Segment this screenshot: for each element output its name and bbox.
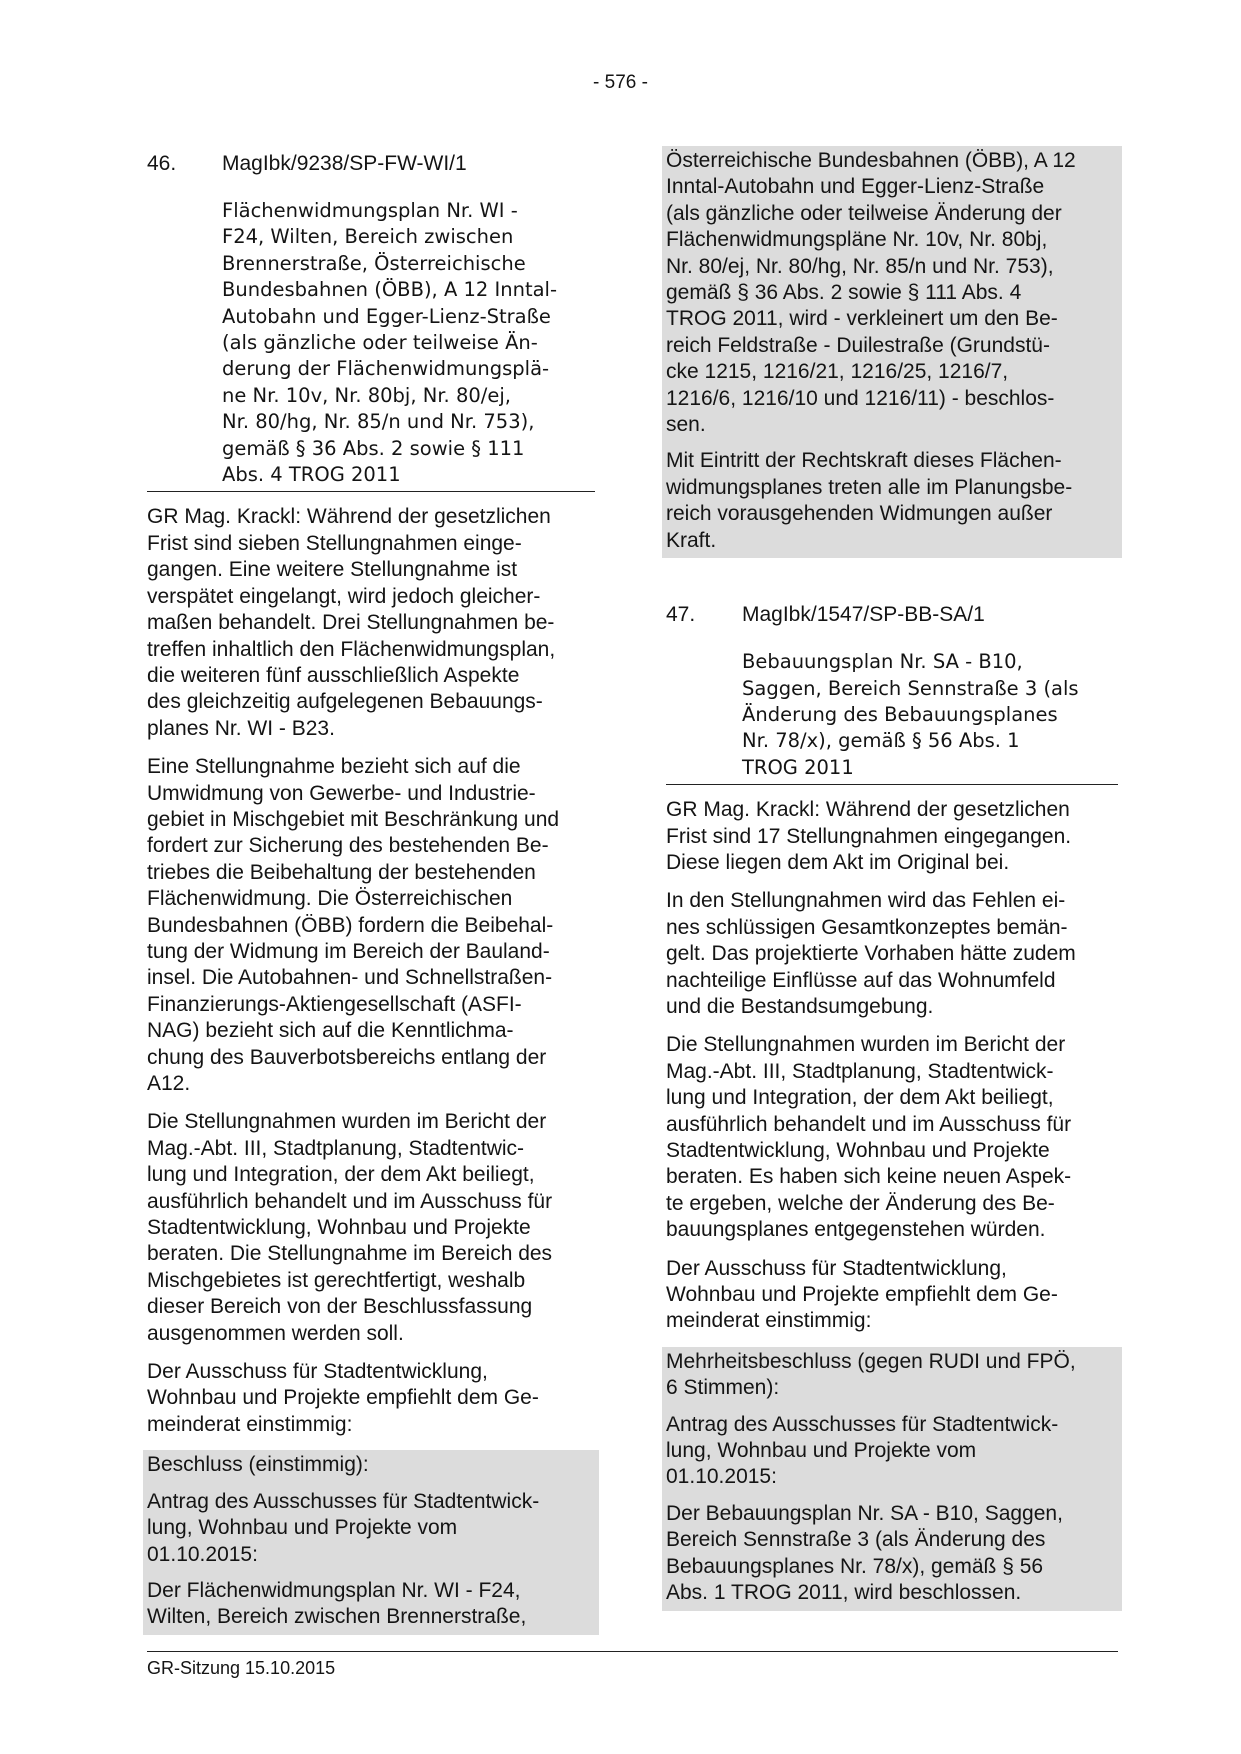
- text-line: Beschluss (einstimmig):: [147, 1453, 369, 1477]
- item-47-number: 47.: [666, 603, 696, 627]
- left-resolution-motion: [147, 1489, 595, 1568]
- text-line: verspätet eingelangt, wird jedoch gleicher-: [147, 584, 541, 608]
- text-line: gangen. Eine weitere Stellungnahme ist: [147, 558, 518, 582]
- text-line: tung der Widmung im Bereich der Bauland-: [147, 939, 550, 963]
- right-column: [666, 146, 1118, 1611]
- item-46-divider: [147, 491, 595, 492]
- text-line: Antrag des Ausschusses für Stadtentwick-: [147, 1489, 540, 1513]
- right-resolution-effect: [666, 448, 1118, 554]
- text-line: Bebauungsplanes Nr. 78/x), gemäß § 56: [666, 1554, 1044, 1578]
- text-line: gelt. Das projektierte Vorhaben hätte zudem: [666, 942, 1076, 966]
- text-line: Kraft.: [666, 528, 717, 552]
- text-line: Flächenwidmungsplan Nr. WI -: [222, 199, 518, 222]
- text-line: cke 1215, 1216/21, 1216/25, 1216/7,: [666, 360, 1009, 384]
- text-line: Frist sind sieben Stellungnahmen einge-: [147, 531, 522, 555]
- text-line: lung, Wohnbau und Projekte vom: [147, 1516, 458, 1540]
- left-paragraph-4: [147, 1359, 595, 1438]
- page-number: - 576 -: [593, 72, 648, 93]
- text-line: dieser Bereich von der Beschlussfassung: [147, 1295, 533, 1319]
- text-line: widmungsplanes treten alle im Planungsbe-: [666, 475, 1073, 499]
- text-line: sen.: [666, 413, 706, 437]
- text-line: gemäß § 36 Abs. 2 sowie § 111 Abs. 4: [666, 281, 1022, 305]
- item-47-divider: [666, 784, 1118, 785]
- text-line: Wohnbau und Projekte empfiehlt dem Ge-: [666, 1283, 1058, 1307]
- text-line: beraten. Es haben sich keine neuen Aspek-: [666, 1165, 1072, 1189]
- text-line: Die Stellungnahmen wurden im Bericht der: [147, 1110, 547, 1134]
- text-line: In den Stellungnahmen wird das Fehlen ei-: [666, 889, 1066, 913]
- left-paragraph-1: [147, 504, 595, 742]
- item-47-code: MagIbk/1547/SP-BB-SA/1: [742, 603, 985, 627]
- text-line: 01.10.2015:: [147, 1542, 258, 1566]
- text-line: Diese liegen dem Akt im Original bei.: [666, 850, 1010, 874]
- text-line: und die Bestandsumgebung.: [666, 994, 934, 1018]
- text-line: 1216/6, 1216/10 und 1216/11) - beschlos-: [666, 386, 1055, 410]
- text-line: A12.: [147, 1072, 191, 1095]
- text-line: Flächenwidmung. Die Österreichischen: [147, 887, 513, 911]
- text-line: die weiteren fünf ausschließlich Aspekte: [147, 663, 520, 687]
- text-line: Stadtentwicklung, Wohnbau und Projekte: [666, 1139, 1050, 1162]
- left-paragraph-3: [147, 1109, 595, 1347]
- item-47-heading: [666, 602, 1118, 628]
- right-resolution-continuation-box: [662, 146, 1122, 558]
- text-line: Österreichische Bundesbahnen (ÖBB), A 12: [666, 149, 1076, 172]
- left-resolution-type: [147, 1452, 595, 1478]
- text-line: triebes die Beibehaltung der bestehenden: [147, 860, 536, 884]
- text-line: Frist sind 17 Stellungnahmen eingegangen.: [666, 824, 1072, 848]
- text-line: GR Mag. Krackl: Während der gesetzlichen: [666, 798, 1070, 822]
- right-paragraph-1: [666, 797, 1118, 876]
- item-47-title: [742, 649, 1118, 781]
- text-line: Finanzierungs-Aktiengesellschaft (ASFI-: [147, 992, 522, 1016]
- text-line: Der Flächenwidmungsplan Nr. WI - F24,: [147, 1578, 521, 1602]
- text-line: Inntal-Autobahn und Egger-Lienz-Straße: [666, 175, 1045, 199]
- text-line: Mischgebietes ist gerechtfertigt, weshalb: [147, 1268, 526, 1292]
- text-line: Bundesbahnen (ÖBB), A 12 Inntal-: [222, 278, 558, 302]
- item-46-title: [222, 198, 595, 488]
- text-line: TROG 2011: [742, 755, 854, 779]
- text-line: Änderung des Bebauungsplanes: [742, 702, 1058, 726]
- text-line: Nr. 80/ej, Nr. 80/hg, Nr. 85/n und Nr. 753),: [666, 254, 1054, 278]
- footer-divider: [147, 1651, 1118, 1652]
- text-line: Mag.-Abt. III, Stadtplanung, Stadtentwic-: [147, 1136, 525, 1160]
- right-resolution-motion: [666, 1412, 1118, 1491]
- text-line: meinderat einstimmig:: [666, 1309, 872, 1333]
- text-line: maßen behandelt. Drei Stellungnahmen be-: [147, 611, 555, 635]
- right-paragraph-4: [666, 1256, 1118, 1335]
- text-line: Stadtentwicklung, Wohnbau und Projekte: [147, 1216, 531, 1240]
- text-line: Saggen, Bereich Sennstraße 3 (als: [742, 676, 1079, 700]
- text-line: lung, Wohnbau und Projekte vom: [666, 1439, 977, 1463]
- text-line: TROG 2011, wird - verkleinert um den Be-: [666, 307, 1058, 331]
- text-line: fordert zur Sicherung des bestehenden Be-: [147, 834, 549, 858]
- text-line: ausführlich behandelt und im Ausschuss für: [147, 1189, 553, 1213]
- text-line: Bebauungsplan Nr. SA - B10,: [742, 650, 1023, 674]
- text-line: meinderat einstimmig:: [147, 1412, 353, 1436]
- text-line: Bereich Sennstraße 3 (als Änderung des: [666, 1528, 1046, 1552]
- text-line: 01.10.2015:: [666, 1465, 777, 1489]
- right-resolution-text: [666, 1501, 1118, 1607]
- text-line: gebiet in Mischgebiet mit Beschränkung und: [147, 807, 560, 831]
- text-line: Umwidmung von Gewerbe- und Industrie-: [147, 781, 536, 805]
- item-46-code: MagIbk/9238/SP-FW-WI/1: [222, 152, 467, 175]
- text-line: Eine Stellungnahme bezieht sich auf die: [147, 755, 521, 779]
- text-line: Mit Eintritt der Rechtskraft dieses Flächen-: [666, 449, 1062, 473]
- text-line: Wilten, Bereich zwischen Brennerstraße,: [147, 1605, 527, 1629]
- text-line: F24, Wilten, Bereich zwischen: [222, 225, 514, 249]
- text-line: des gleichzeitig aufgelegenen Bebauungs-: [147, 690, 543, 714]
- left-resolution-text: [147, 1578, 595, 1631]
- text-line: beraten. Die Stellungnahme im Bereich des: [147, 1242, 553, 1266]
- text-line: ne Nr. 10v, Nr. 80bj, Nr. 80/ej,: [222, 383, 511, 407]
- left-column: [147, 151, 595, 1635]
- text-line: ausführlich behandelt und im Ausschuss für: [666, 1112, 1072, 1136]
- left-paragraph-2: [147, 754, 595, 1097]
- text-line: Bundesbahnen (ÖBB) fordern die Beibehal-: [147, 913, 554, 937]
- text-line: derung der Flächenwidmungsplä-: [222, 357, 550, 381]
- text-line: planes Nr. WI - B23.: [147, 716, 335, 740]
- text-line: Wohnbau und Projekte empfiehlt dem Ge-: [147, 1386, 539, 1410]
- text-line: gemäß § 36 Abs. 2 sowie § 111: [222, 436, 525, 460]
- text-line: reich Feldstraße - Duilestraße (Grundstü-: [666, 333, 1050, 357]
- text-line: nachteilige Einflüsse auf das Wohnumfeld: [666, 968, 1056, 992]
- text-line: Abs. 4 TROG 2011: [222, 463, 401, 487]
- text-line: Nr. 78/x), gemäß § 56 Abs. 1: [742, 729, 1020, 753]
- item-46-heading: [147, 151, 595, 177]
- text-line: Mag.-Abt. III, Stadtplanung, Stadtentwick-: [666, 1059, 1054, 1083]
- text-line: Der Ausschuss für Stadtentwicklung,: [147, 1360, 488, 1384]
- text-line: te ergeben, welche der Änderung des Be-: [666, 1191, 1055, 1215]
- text-line: Flächenwidmungspläne Nr. 10v, Nr. 80bj,: [666, 228, 1048, 252]
- text-line: reich vorausgehenden Widmungen außer: [666, 502, 1053, 526]
- text-line: (als gänzliche oder teilweise Änderung der: [666, 201, 1062, 225]
- text-line: 6 Stimmen):: [666, 1376, 780, 1400]
- text-line: Autobahn und Egger-Lienz-Straße: [222, 304, 551, 328]
- text-line: lung und Integration, der dem Akt beiliegt,: [666, 1086, 1054, 1110]
- text-line: GR Mag. Krackl: Während der gesetzlichen: [147, 505, 551, 529]
- text-line: Der Bebauungsplan Nr. SA - B10, Saggen,: [666, 1501, 1063, 1525]
- text-line: insel. Die Autobahnen- und Schnellstraßen-: [147, 966, 553, 990]
- text-line: (als gänzliche oder teilweise Än-: [222, 331, 538, 355]
- text-line: bauungsplanes entgegenstehen würden.: [666, 1218, 1046, 1242]
- right-resolution-type: [666, 1349, 1118, 1402]
- text-line: Brennerstraße, Österreichische: [222, 251, 526, 275]
- text-line: NAG) bezieht sich auf die Kenntlichma-: [147, 1019, 514, 1043]
- text-line: Der Ausschuss für Stadtentwicklung,: [666, 1256, 1007, 1280]
- text-line: Die Stellungnahmen wurden im Bericht der: [666, 1033, 1066, 1057]
- text-line: Antrag des Ausschusses für Stadtentwick-: [666, 1412, 1059, 1436]
- text-line: lung und Integration, der dem Akt beiliegt,: [147, 1163, 535, 1187]
- text-line: Nr. 80/hg, Nr. 85/n und Nr. 753),: [222, 410, 535, 434]
- footer-session-date: GR-Sitzung 15.10.2015: [147, 1658, 336, 1678]
- right-resolution-continuation: [666, 148, 1118, 438]
- text-line: treffen inhaltlich den Flächenwidmungsplan,: [147, 637, 556, 661]
- right-paragraph-3: [666, 1032, 1118, 1243]
- item-46-number: 46.: [147, 152, 177, 175]
- left-resolution-box: [143, 1450, 599, 1634]
- text-line: nes schlüssigen Gesamtkonzeptes bemän-: [666, 915, 1068, 939]
- text-line: chung des Bauverbotsbereichs entlang der: [147, 1045, 547, 1069]
- right-resolution-box: [662, 1347, 1122, 1611]
- right-paragraph-2: [666, 888, 1118, 1020]
- text-line: Abs. 1 TROG 2011, wird beschlossen.: [666, 1581, 1022, 1605]
- text-line: ausgenommen werden soll.: [147, 1321, 404, 1345]
- text-line: Mehrheitsbeschluss (gegen RUDI und FPÖ,: [666, 1349, 1076, 1373]
